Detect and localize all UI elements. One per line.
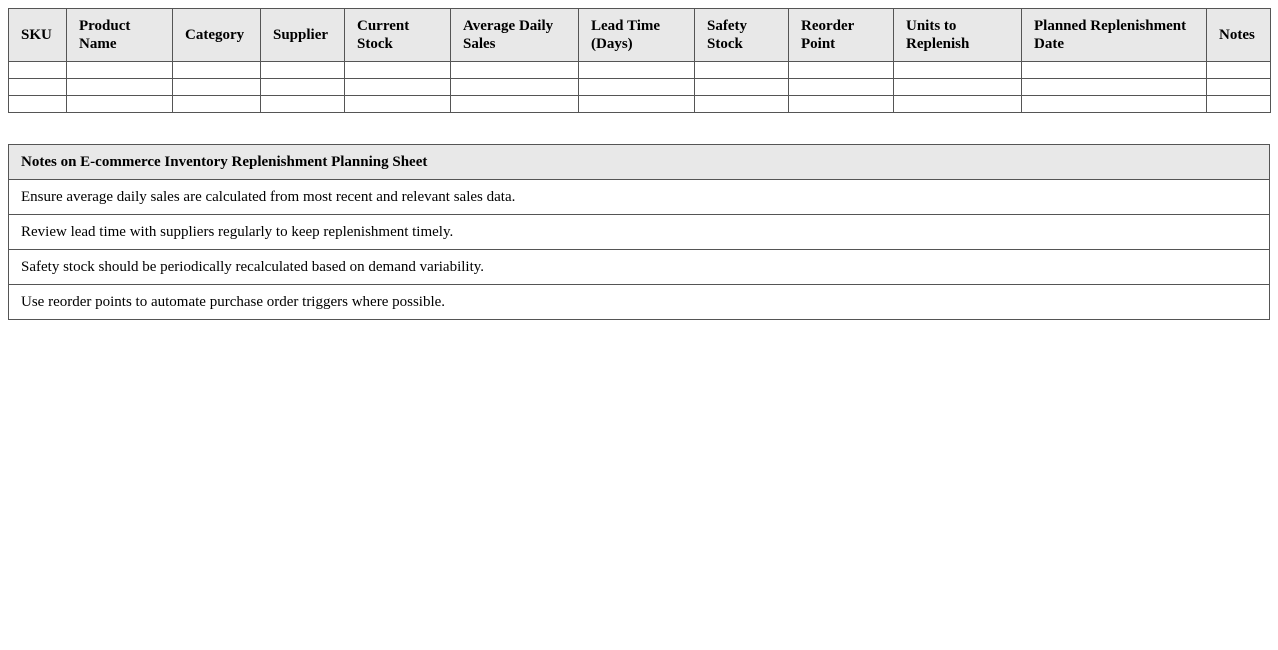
- note-item: Safety stock should be periodically recalculated based on demand variability.: [9, 250, 1270, 285]
- table-cell[interactable]: [789, 96, 894, 113]
- header-product-name: Product Name: [67, 9, 173, 62]
- table-cell[interactable]: [9, 62, 67, 79]
- table-row: [9, 62, 1271, 79]
- notes-table: [8, 144, 1270, 320]
- replenishment-sheet: [8, 8, 1270, 320]
- note-item: Ensure average daily sales are calculated from most recent and relevant sales data.: [9, 180, 1270, 215]
- notes-row: [9, 250, 1270, 285]
- table-cell[interactable]: [579, 62, 695, 79]
- table-cell[interactable]: [9, 79, 67, 96]
- table-cell[interactable]: [579, 79, 695, 96]
- table-cell[interactable]: [261, 79, 345, 96]
- table-cell[interactable]: [173, 79, 261, 96]
- table-cell[interactable]: [1207, 96, 1271, 113]
- table-cell[interactable]: [894, 96, 1022, 113]
- notes-row: [9, 215, 1270, 250]
- table-cell[interactable]: [1022, 62, 1207, 79]
- table-header-row: [9, 9, 1271, 62]
- table-cell[interactable]: [261, 62, 345, 79]
- note-item: Use reorder points to automate purchase order triggers where possible.: [9, 285, 1270, 320]
- table-cell[interactable]: [345, 96, 451, 113]
- table-cell[interactable]: [695, 62, 789, 79]
- header-sku: SKU: [9, 9, 67, 62]
- inventory-table: [8, 8, 1271, 113]
- table-cell[interactable]: [451, 96, 579, 113]
- table-cell[interactable]: [1022, 79, 1207, 96]
- table-cell[interactable]: [451, 62, 579, 79]
- header-reorder-point: Reorder Point: [789, 9, 894, 62]
- notes-row: [9, 180, 1270, 215]
- table-cell[interactable]: [579, 96, 695, 113]
- header-category: Category: [173, 9, 261, 62]
- notes-row: [9, 285, 1270, 320]
- table-cell[interactable]: [173, 62, 261, 79]
- notes-header-row: [9, 145, 1270, 180]
- notes-title: Notes on E-commerce Inventory Replenishment Planning Sheet: [9, 145, 1270, 180]
- header-lead-time: Lead Time (Days): [579, 9, 695, 62]
- table-cell[interactable]: [451, 79, 579, 96]
- table-cell[interactable]: [789, 62, 894, 79]
- table-row: [9, 79, 1271, 96]
- table-cell[interactable]: [1207, 79, 1271, 96]
- table-cell[interactable]: [894, 79, 1022, 96]
- table-cell[interactable]: [67, 96, 173, 113]
- note-item: Review lead time with suppliers regularly to keep replenishment timely.: [9, 215, 1270, 250]
- header-units-to-replenish: Units to Replenish: [894, 9, 1022, 62]
- header-safety-stock: Safety Stock: [695, 9, 789, 62]
- table-cell[interactable]: [67, 79, 173, 96]
- table-cell[interactable]: [789, 79, 894, 96]
- table-cell[interactable]: [1022, 96, 1207, 113]
- header-notes: Notes: [1207, 9, 1271, 62]
- header-planned-replenishment-date: Planned Replenishment Date: [1022, 9, 1207, 62]
- table-cell[interactable]: [1207, 62, 1271, 79]
- table-cell[interactable]: [345, 62, 451, 79]
- table-cell[interactable]: [695, 79, 789, 96]
- table-cell[interactable]: [173, 96, 261, 113]
- table-cell[interactable]: [9, 96, 67, 113]
- table-cell[interactable]: [67, 62, 173, 79]
- table-cell[interactable]: [695, 96, 789, 113]
- table-cell[interactable]: [345, 79, 451, 96]
- header-supplier: Supplier: [261, 9, 345, 62]
- header-average-daily-sales: Average Daily Sales: [451, 9, 579, 62]
- table-cell[interactable]: [894, 62, 1022, 79]
- table-row: [9, 96, 1271, 113]
- header-current-stock: Current Stock: [345, 9, 451, 62]
- table-cell[interactable]: [261, 96, 345, 113]
